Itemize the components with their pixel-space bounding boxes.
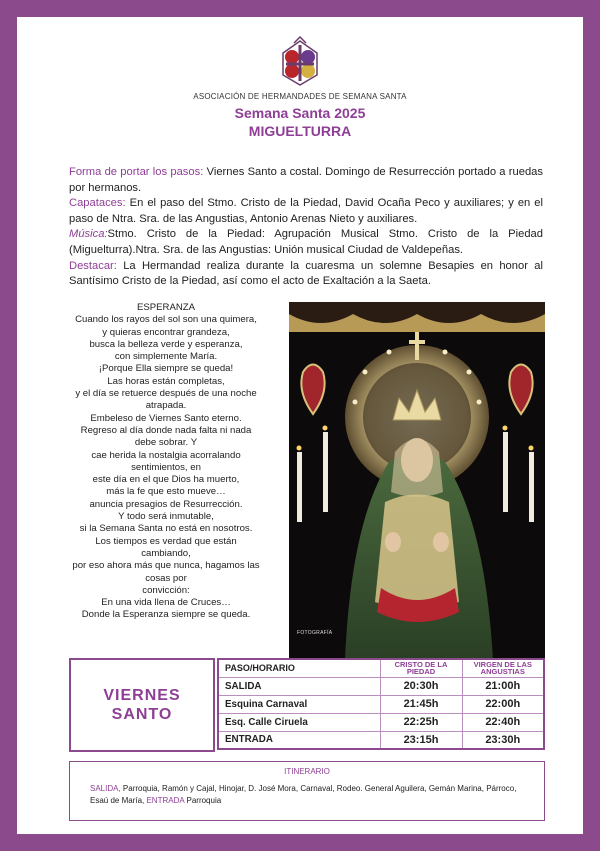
info-destacar bbox=[69, 259, 543, 290]
info-musica bbox=[69, 227, 543, 258]
itinerary-salida-label: SALIDA, bbox=[90, 784, 121, 793]
town-title: MIGUELTURRA bbox=[248, 123, 352, 139]
page-sheet bbox=[17, 17, 583, 834]
poem-line: con simplemente María. bbox=[114, 351, 218, 363]
virgen-time: 23:30h bbox=[462, 731, 544, 749]
table-row bbox=[218, 695, 544, 713]
info-capataces bbox=[69, 196, 543, 227]
virgen-time: 22:00h bbox=[462, 695, 544, 713]
poem-line: y el día se retuerce después de una noche atrapada. bbox=[75, 388, 257, 412]
cristo-time: 20:30h bbox=[380, 677, 462, 695]
page-title: Semana Santa 2025 bbox=[234, 105, 366, 121]
cristo-time: 23:15h bbox=[380, 731, 462, 749]
destacar-text: La Hermandad realiza durante la cuaresma un solemne Besapies en honor al Santísimo Cristo de la Piedad, así como el acto de Exaltación a la Saeta. bbox=[69, 259, 543, 288]
portar-text: Viernes Santo a costal. Domingo de Resurrección portado a ruedas por hermanos. bbox=[69, 166, 544, 194]
itinerary-route: Parroquia, Ramón y Cajal, Hinojar, D. José Mora, Carnaval, Rodeo. General Aguilera, Gemán Marina, Párroco, Esaú de María, bbox=[90, 784, 517, 806]
row-label: ENTRADA bbox=[218, 731, 380, 749]
info-section bbox=[69, 165, 543, 290]
musica-text: Stmo. Cristo de la Piedad: Agrupación Musical Stmo. Cristo de la Piedad (Miguelturra).Ntra. Sra. de las Angustias: Unión musical Ciudad de Valdepeñas. bbox=[69, 228, 543, 256]
poem-line: por eso ahora más que nunca, hagamos las cosas por bbox=[72, 560, 260, 584]
poem-line: Y todo será inmutable, bbox=[118, 511, 214, 523]
musica-label: Música: bbox=[69, 228, 108, 241]
header-paso-horario: PASO/HORARIO bbox=[218, 659, 380, 677]
capataces-label: Capataces: bbox=[69, 197, 126, 210]
info-portar bbox=[69, 165, 543, 196]
row-label: SALIDA bbox=[218, 677, 380, 695]
itinerary-text bbox=[90, 783, 530, 808]
poem-line: Los tiempos es verdad que están cambiando, bbox=[95, 535, 237, 559]
poem-line: anuncia presagios de Resurrección. bbox=[89, 498, 243, 510]
row-label: Esquina Carnaval bbox=[218, 695, 380, 713]
table-row bbox=[218, 677, 544, 695]
table-header-row bbox=[218, 659, 544, 677]
portar-label: Forma de portar los pasos: bbox=[69, 166, 204, 178]
itinerary-entrada-label: ENTRADA bbox=[144, 796, 185, 806]
itinerary-title: ITINERARIO bbox=[284, 767, 330, 776]
table-row bbox=[218, 731, 544, 749]
virgen-time: 21:00h bbox=[462, 677, 544, 695]
poem bbox=[71, 302, 261, 622]
itinerary-end: Parroquia bbox=[184, 796, 222, 806]
header-cristo: CRISTO DE LA PIEDAD bbox=[380, 659, 462, 677]
poem-line: busca la belleza verde y esperanza, bbox=[89, 338, 243, 350]
row-label: Esq. Calle Ciruela bbox=[218, 713, 380, 731]
poem-line: Regreso al día donde nada falta ni nada debe sobrar. Y bbox=[80, 424, 252, 449]
poem-line: si la Semana Santa no está en nosotros. bbox=[79, 523, 253, 535]
poem-line: convicción: bbox=[142, 584, 190, 596]
day-label: VIERNES SANTO bbox=[69, 658, 215, 752]
capataces-text: En el paso del Stmo. Cristo de la Piedad, David Ocaña Peco y auxiliares; y en el paso de Ntra. Sra. de las Angustias, Antonio Arenas Nieto y auxiliares. bbox=[69, 197, 543, 225]
table-row bbox=[218, 713, 544, 731]
poem-line: este día en el que Dios ha muerto, bbox=[92, 474, 240, 486]
virgin-photo bbox=[289, 302, 545, 660]
poem-line: En una vida llena de Cruces… bbox=[101, 597, 231, 609]
poem-line: Las horas están completas, bbox=[107, 375, 225, 387]
poem-line: Cuando los rayos del sol son una quimera, bbox=[75, 314, 257, 326]
poem-line: ¡Porque Ella siempre se queda! bbox=[98, 363, 234, 375]
virgin-illustration bbox=[289, 302, 545, 660]
association-name: ASOCIACIÓN DE HERMANDADES DE SEMANA SANTA bbox=[193, 92, 407, 101]
poem-line: Donde la Esperanza siempre se queda. bbox=[81, 609, 251, 621]
poem-line: más la fe que esto mueve… bbox=[106, 486, 226, 498]
virgen-time: 22:40h bbox=[462, 713, 544, 731]
cristo-time: 21:45h bbox=[380, 695, 462, 713]
poem-line: Embeleso de Viernes Santo eterno. bbox=[90, 412, 242, 424]
poem-title: ESPERANZA bbox=[136, 302, 196, 313]
destacar-label: Destacar: bbox=[69, 259, 117, 272]
photo-credit: FOTOGRAFÍA bbox=[297, 630, 333, 636]
poem-line: y quieras encontrar grandeza, bbox=[102, 326, 230, 338]
poem-line: cae herida la nostalgia acorralando sentimientos, en bbox=[91, 449, 241, 473]
cristo-time: 22:25h bbox=[380, 713, 462, 731]
itinerary-box bbox=[69, 761, 545, 821]
header-virgen: VIRGEN DE LAS ANGUSTIAS bbox=[462, 659, 544, 677]
association-logo-icon bbox=[275, 35, 325, 89]
schedule-table bbox=[217, 658, 545, 750]
